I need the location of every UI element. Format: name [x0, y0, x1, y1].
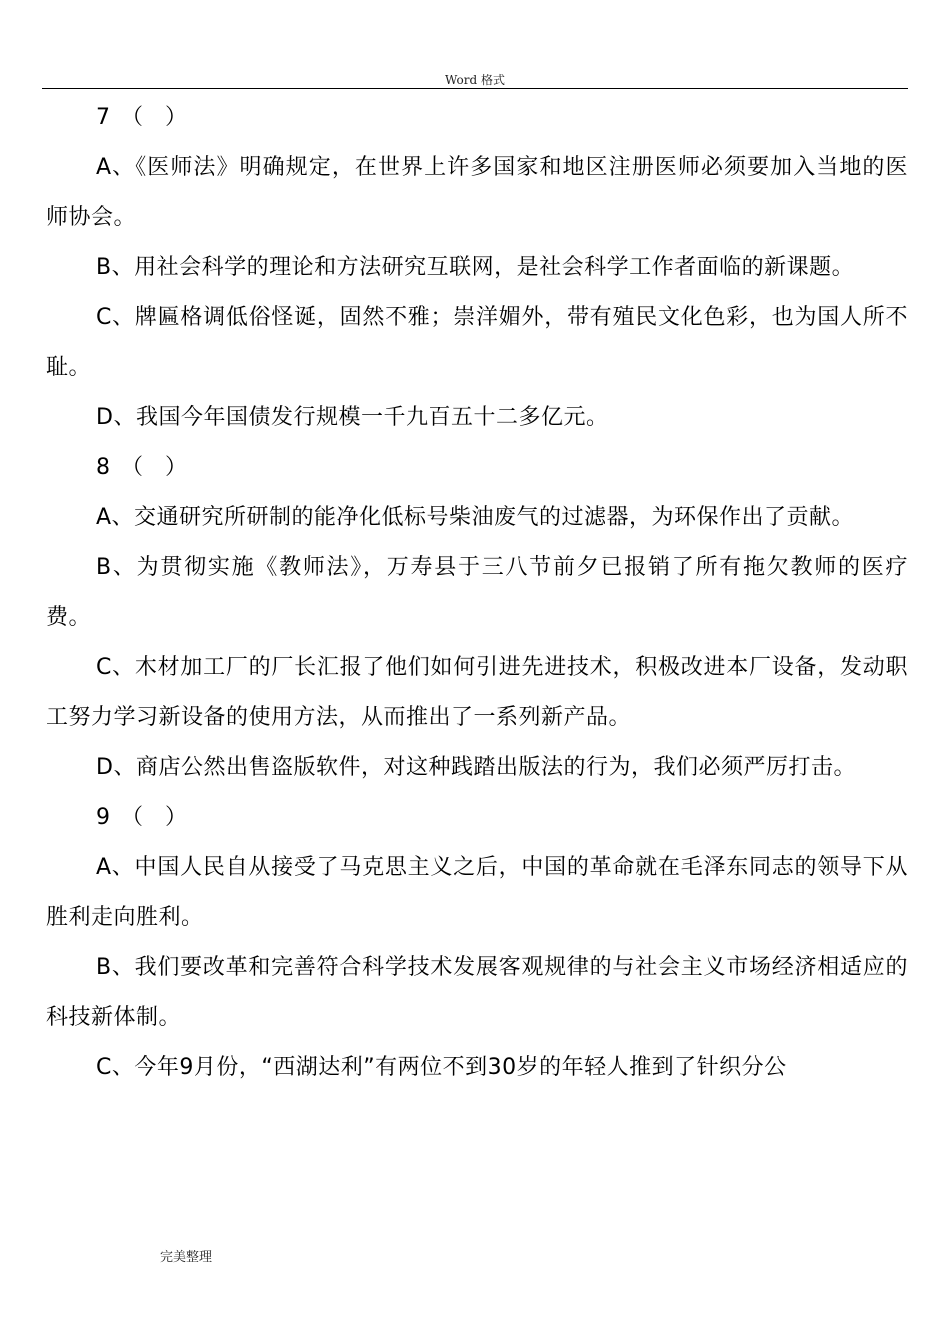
header-rule — [42, 88, 908, 89]
option-a: A、交通研究所研制的能净化低标号柴油废气的过滤器，为环保作出了贡献。 — [96, 505, 855, 530]
option-b: B、为贯彻实施《教师法》，万寿县于三八节前夕已报销了所有拖欠教师的医疗费。 — [46, 555, 908, 630]
option-a: A、《医师法》明确规定，在世界上许多国家和地区注册医师必须要加入当地的医师协会。 — [46, 155, 908, 230]
question-7 — [46, 93, 908, 443]
question-8 — [46, 443, 908, 793]
option-c: C、牌匾格调低俗怪诞，固然不雅；崇洋媚外，带有殖民文化色彩，也为国人所不耻。 — [46, 305, 908, 380]
option-b: B、用社会科学的理论和方法研究互联网，是社会科学工作者面临的新课题。 — [96, 255, 855, 280]
option-c: C、今年9月份，“西湖达利”有两位不到30岁的年轻人推到了针织分公 — [96, 1055, 787, 1080]
page-footer-label: 完美整理 — [160, 1250, 213, 1265]
option-d: D、我国今年国债发行规模一千九百五十二多亿元。 — [96, 405, 609, 430]
question-number: 8 （ ） — [96, 455, 187, 480]
option-d: D、商店公然出售盗版软件，对这种践踏出版法的行为，我们必须严厉打击。 — [96, 755, 856, 780]
document-body — [46, 93, 908, 1093]
question-9 — [46, 793, 908, 1093]
option-c: C、木材加工厂的厂长汇报了他们如何引进先进技术，积极改进本厂设备，发动职工努力学习新设备的使用方法，从而推出了一系列新产品。 — [46, 655, 908, 730]
question-number: 7 （ ） — [96, 105, 187, 130]
option-b: B、我们要改革和完善符合科学技术发展客观规律的与社会主义市场经济相适应的科技新体制。 — [46, 955, 908, 1030]
question-number: 9 （ ） — [96, 805, 187, 830]
page-header-label: Word 格式 — [445, 73, 505, 87]
option-a: A、中国人民自从接受了马克思主义之后，中国的革命就在毛泽东同志的领导下从胜利走向胜利。 — [46, 855, 908, 930]
